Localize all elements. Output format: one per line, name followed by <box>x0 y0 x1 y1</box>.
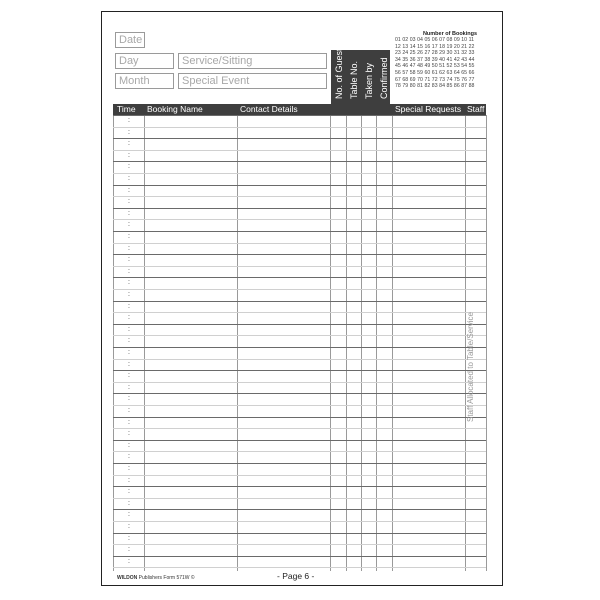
footer-brand: WILDON <box>117 575 138 581</box>
taken-by-header: Taken by <box>364 62 374 99</box>
time-colon: : <box>128 151 130 159</box>
time-colon: : <box>128 453 130 461</box>
staff-column-header: Staff <box>467 104 485 114</box>
time-colon: : <box>128 291 130 298</box>
time-colon: : <box>128 349 130 356</box>
time-colon: : <box>128 534 130 542</box>
date-field[interactable]: Date <box>115 32 145 48</box>
time-column-header: Time <box>117 104 136 114</box>
booking-name-column-header: Booking Name <box>147 104 203 114</box>
special-requests-column-header: Special Requests <box>395 104 462 114</box>
time-colon: : <box>128 557 130 565</box>
time-colon: : <box>128 163 130 171</box>
column-rule <box>361 115 362 571</box>
row-rule <box>113 359 486 360</box>
time-colon: : <box>128 465 130 472</box>
row-rule <box>113 266 486 267</box>
time-colon: : <box>128 418 130 426</box>
row-rule <box>113 475 486 476</box>
row-rule <box>113 173 486 174</box>
time-colon: : <box>128 267 130 275</box>
time-colon: : <box>128 337 130 345</box>
row-rule <box>113 289 486 290</box>
time-colon: : <box>128 476 130 484</box>
column-rule <box>113 115 114 571</box>
row-rule <box>113 277 486 278</box>
row-rule <box>113 150 486 151</box>
contact-details-column-header: Contact Details <box>240 104 298 114</box>
row-rule <box>113 312 486 313</box>
time-colon: : <box>128 360 130 368</box>
time-colon: : <box>128 221 130 229</box>
row-rule <box>113 405 486 406</box>
time-colon: : <box>128 511 130 519</box>
time-colon: : <box>128 209 130 217</box>
time-colon: : <box>128 395 130 403</box>
row-rule <box>113 196 486 197</box>
row-rule <box>113 127 486 128</box>
row-rule <box>113 463 486 464</box>
service-sitting-field[interactable]: Service/Sitting <box>178 53 327 69</box>
row-rule <box>113 208 486 209</box>
time-colon: : <box>128 279 130 287</box>
row-rule <box>113 254 486 255</box>
time-colon: : <box>128 407 130 414</box>
time-colon: : <box>128 430 130 438</box>
bookings-number-row: 23 24 25 26 27 28 29 30 31 32 33 <box>395 50 475 57</box>
time-colon: : <box>128 233 130 240</box>
time-colon: : <box>128 523 130 530</box>
time-colon: : <box>128 256 130 264</box>
row-rule <box>113 428 486 429</box>
row-rule <box>113 567 486 568</box>
row-rule <box>113 138 486 139</box>
time-colon: : <box>128 499 130 507</box>
column-rule <box>486 115 487 571</box>
bookings-number-row: 56 57 58 59 60 61 62 63 64 65 66 <box>395 69 475 76</box>
row-rule <box>113 417 486 418</box>
column-rule <box>330 115 331 571</box>
bookings-number-row: 67 68 69 70 71 72 73 74 75 76 77 <box>395 76 475 83</box>
time-colon: : <box>128 175 130 182</box>
row-rule <box>113 243 486 244</box>
row-rule <box>113 382 486 383</box>
time-colon: : <box>128 372 130 380</box>
row-rule <box>113 370 486 371</box>
row-rule <box>113 335 486 336</box>
time-colon: : <box>128 140 130 148</box>
time-colon: : <box>128 488 130 496</box>
row-rule <box>113 451 486 452</box>
footer-form-number: Publishers Form 571W © <box>138 575 195 581</box>
time-colon: : <box>128 383 130 391</box>
column-rule <box>392 115 393 571</box>
time-colon: : <box>128 546 130 554</box>
time-colon: : <box>128 441 130 449</box>
table-no-header: Table No. <box>349 60 359 99</box>
time-colon: : <box>128 302 130 310</box>
confirmed-header: Confirmed <box>379 57 389 99</box>
time-colon: : <box>128 198 130 206</box>
column-rule <box>376 115 377 571</box>
bookings-number-row: 78 79 80 81 82 83 84 85 86 87 88 <box>395 83 475 90</box>
day-field[interactable]: Day <box>115 53 174 69</box>
special-event-field[interactable]: Special Event <box>178 73 327 89</box>
time-colon: : <box>128 117 130 124</box>
row-rule <box>113 231 486 232</box>
row-rule <box>113 219 486 220</box>
row-rule <box>113 533 486 534</box>
row-rule <box>113 185 486 186</box>
column-header-bar <box>113 104 486 115</box>
page-number: - Page 6 - <box>277 571 315 581</box>
row-rule <box>113 301 486 302</box>
footer-form-info <box>117 575 195 581</box>
row-rule <box>113 324 486 325</box>
time-colon: : <box>128 314 130 322</box>
booking-sheet <box>101 11 503 586</box>
row-rule <box>113 347 486 348</box>
row-rule <box>113 161 486 162</box>
bookings-number-row: 34 35 36 37 38 39 40 41 42 43 44 <box>395 56 475 63</box>
column-rule <box>144 115 145 571</box>
time-colon: : <box>128 244 130 252</box>
time-colon: : <box>128 325 130 333</box>
row-rule <box>113 521 486 522</box>
month-field[interactable]: Month <box>115 73 174 89</box>
bookings-number-row: 45 46 47 48 49 50 51 52 53 54 55 <box>395 63 475 70</box>
bookings-number-row: 12 13 14 15 16 17 18 19 20 21 22 <box>395 43 475 50</box>
no-of-guests-header: No. of Guests <box>334 43 344 99</box>
row-rule <box>113 498 486 499</box>
row-rule <box>113 486 486 487</box>
row-rule <box>113 556 486 557</box>
column-rule <box>237 115 238 571</box>
row-rule <box>113 509 486 510</box>
booking-grid <box>113 115 486 571</box>
row-rule <box>113 440 486 441</box>
bookings-number-row: 01 02 03 04 05 06 07 08 09 10 11 <box>395 37 475 43</box>
bookings-title: Number of Bookings <box>422 31 478 37</box>
row-rule <box>113 544 486 545</box>
column-rule <box>346 115 347 571</box>
time-colon: : <box>128 186 130 194</box>
time-colon: : <box>128 128 130 136</box>
row-rule <box>113 393 486 394</box>
row-rule <box>113 115 486 116</box>
staff-allocated-note: Staff Allocated to Table/Service <box>466 312 475 422</box>
number-of-bookings <box>395 31 505 90</box>
